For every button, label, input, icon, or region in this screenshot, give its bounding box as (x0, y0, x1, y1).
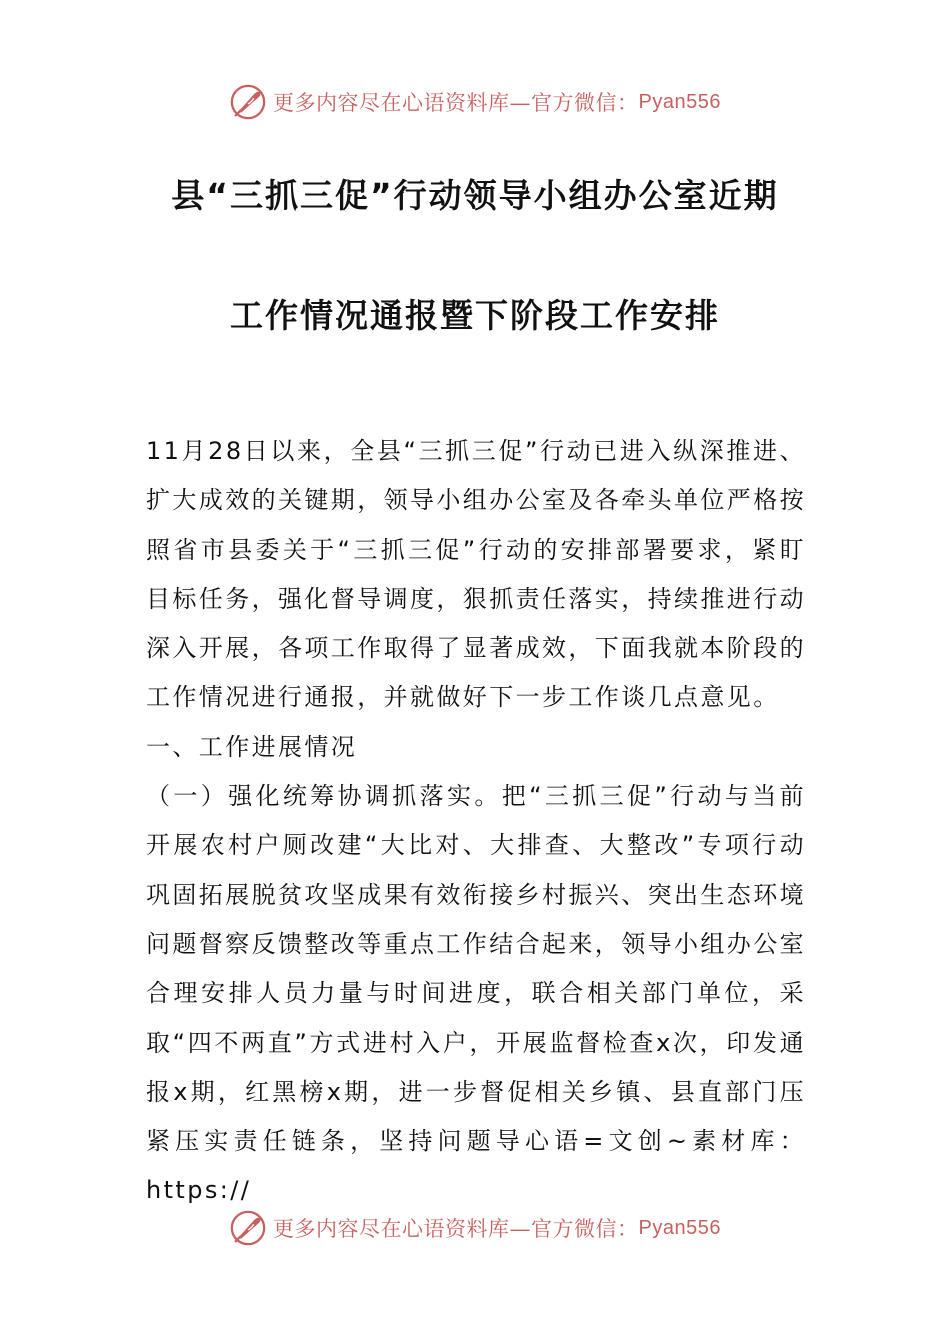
quill-logo-icon (229, 83, 267, 121)
intro-paragraph: 11月28日以来，全县“三抓三促”行动已进入纵深推进、扩大成效的关键期，领导小组办公室及各牵头单位严格按照省市县委关于“三抓三促”行动的安排部署要求，紧盯目标任务，强化督导调度，狠抓责任落实，持续推进行动深入开展，各项工作取得了显著成效，下面我就本阶段的工作情况进行通报，并就做好下一步工作谈几点意见。 (146, 437, 806, 712)
header-watermark-id: Pyan556 (638, 90, 721, 113)
document-title-line-1: 县“三抓三促”行动领导小组办公室近期 (171, 176, 779, 215)
footer-watermark (0, 1204, 950, 1252)
quill-logo-icon (229, 1209, 267, 1247)
header-watermark (0, 78, 950, 126)
document-title-line-2: 工作情况通报暨下阶段工作安排 (230, 296, 720, 335)
section-heading: 一、工作进展情况 (146, 732, 358, 761)
footer-watermark-text: 更多内容尽在心语资料库—官方微信： (273, 1217, 639, 1241)
header-watermark-text: 更多内容尽在心语资料库—官方微信： (273, 91, 639, 115)
document-body (146, 427, 806, 1216)
section-paragraph: （一）强化统筹协调抓落实。把“三抓三促”行动与当前开展农村户厕改建“大比对、大排查、大整改”专项行动巩固拓展脱贫攻坚成果有效衔接乡村振兴、突出生态环境问题督察反馈整改等重点工作结合起来，领导小组办公室合理安排人员力量与时间进度，联合相关部门单位，采取“四不两直”方式进村入户，开展监督检查x次，印发通报x期，红黑榜x期，进一步督促相关乡镇、县直部门压紧压实责任链条，坚持问题导心语=文创~素材库：https:// (146, 782, 806, 1205)
footer-watermark-id: Pyan556 (638, 1216, 721, 1239)
